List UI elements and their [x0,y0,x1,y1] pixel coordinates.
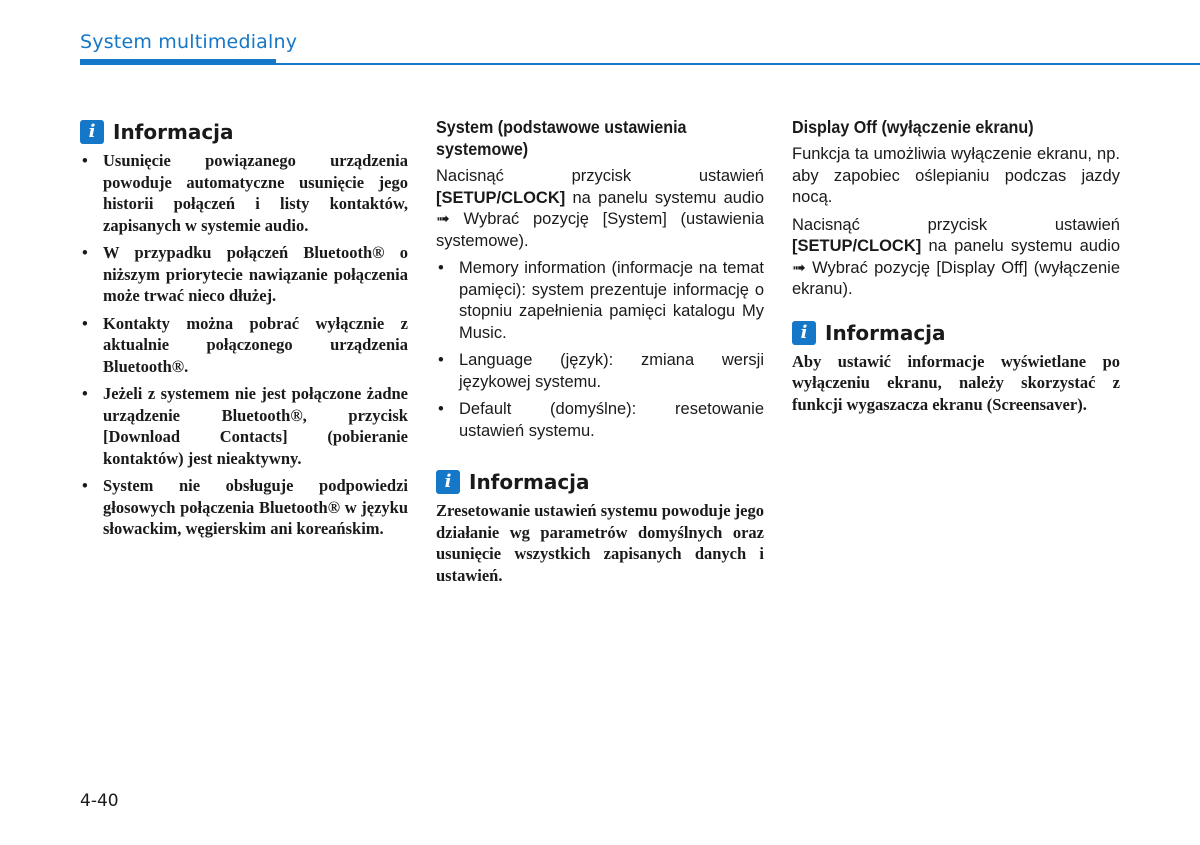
info-text: Zresetowanie ustawień systemu powoduje jego działanie wg parametrów domyślnych oraz usunięcie wszystkich zapisanych danych i ustawień. [436,501,764,585]
page-number: 4-40 [80,791,119,811]
setup-clock-key: [SETUP/CLOCK] [436,188,566,207]
list-item: • W przypadku połączeń Bluetooth® o niższym priorytecie nawiązanie połączenia może trwać nieco dłużej. [80,242,408,307]
column-left [80,116,408,546]
section-title: System multimedialny [80,31,298,53]
info-box-header [80,120,408,144]
intro-text-post: na panelu systemu audio ➟ Wybrać pozycję [System] (ustawienia systemowe). [436,188,764,250]
info-text: Aby ustawić informacje wyświetlane po wyłączeniu ekranu, należy skorzystać z funkcji wygaszacza ekranu (Screensaver). [792,351,1120,414]
section-heading: Display Off (wyłączenie ekranu) [792,117,1034,137]
info-icon: i [436,470,460,494]
list-item: • Default (domyślne): resetowanie ustawień systemu. [436,399,764,442]
list-item: • System nie obsługuje podpowiedzi głosowych połączenia Bluetooth® w języku słowackim, węgierskim ani koreańskim. [80,475,408,540]
section-heading: System (podstawowe ustawienia systemowe) [436,117,687,159]
list-item: • Usunięcie powiązanego urządzenia powoduje automatyczne usunięcie jego historii połączeń i listy kontaktów, zapisanych w systemie audio. [80,150,408,236]
info-title: Informacja [469,470,590,494]
setup-clock-key: [SETUP/CLOCK] [792,237,922,255]
info-title: Informacja [113,120,234,144]
instruction-paragraph [792,215,1120,301]
info-box-header [792,321,1120,345]
info-box-header [436,470,764,494]
list-item: • Memory information (informacje na temat pamięci): system prezentuje informację o stopniu zapełnienia pamięci katalogu My Music. [436,258,764,344]
info-icon: i [80,120,104,144]
instruction-text-pre: Nacisnąć przycisk ustawień [792,215,1120,234]
info-title: Informacja [825,320,946,345]
info-list [80,150,408,540]
instruction-text-post: na panelu systemu audio ➟ Wybrać pozycję [Display Off] (wyłączenie ekranu). [792,237,1120,298]
info-icon: i [792,321,816,345]
intro-paragraph [436,166,764,252]
list-item: • Jeżeli z systemem nie jest połączone żadne urządzenie Bluetooth®, przycisk [Download Contacts] (pobieranie kontaktów) jest nieaktywny. [80,383,408,469]
list-item: • Language (język): zmiana wersji językowej systemu. [436,350,764,393]
list-item: • Kontakty można pobrać wyłącznie z aktualnie połączonego urządzenia Bluetooth®. [80,313,408,378]
header-rule [80,63,1200,65]
intro-text-pre: Nacisnąć przycisk ustawień [436,167,764,185]
column-right [792,116,1120,415]
description-paragraph: Funkcja ta umożliwia wyłączenie ekranu, np. aby zapobiec oślepianiu podczas jazdy nocą. [792,145,1120,206]
options-list [436,258,764,442]
column-middle [436,116,764,586]
